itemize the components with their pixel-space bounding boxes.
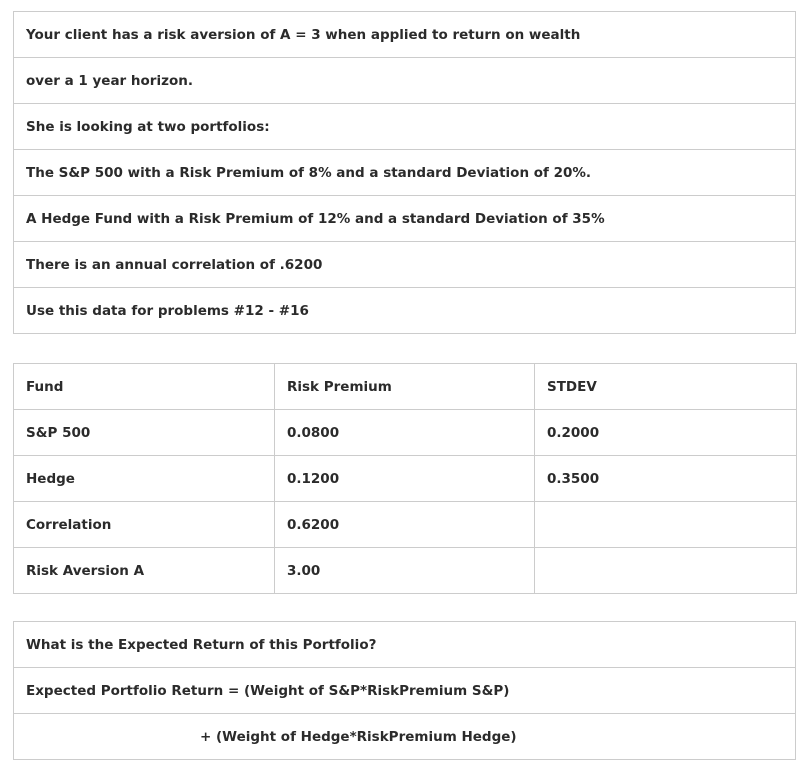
question-title: What is the Expected Return of this Portfolio? — [14, 622, 796, 668]
intro-line: She is looking at two portfolios: — [14, 104, 796, 150]
table-row — [14, 410, 797, 456]
fund-cell: Hedge — [14, 456, 275, 502]
stdev-cell — [535, 548, 797, 594]
formula-line: + (Weight of Hedge*RiskPremium Hedge) — [14, 714, 796, 760]
question-table — [13, 621, 796, 760]
table-row — [14, 196, 796, 242]
risk-premium-cell: 0.6200 — [275, 502, 535, 548]
table-row — [14, 456, 797, 502]
intro-line: The S&P 500 with a Risk Premium of 8% and a standard Deviation of 20%. — [14, 150, 796, 196]
risk-premium-cell: 0.1200 — [275, 456, 535, 502]
formula-line: Expected Portfolio Return = (Weight of S&P*RiskPremium S&P) — [14, 668, 796, 714]
intro-line: There is an annual correlation of .6200 — [14, 242, 796, 288]
table-row — [14, 242, 796, 288]
table-row — [14, 58, 796, 104]
table-row — [14, 668, 796, 714]
fund-cell: Risk Aversion A — [14, 548, 275, 594]
column-header-fund: Fund — [14, 364, 275, 410]
risk-premium-cell: 3.00 — [275, 548, 535, 594]
fund-cell: Correlation — [14, 502, 275, 548]
fund-data-table — [13, 363, 797, 594]
table-row — [14, 714, 796, 760]
intro-line: A Hedge Fund with a Risk Premium of 12% and a standard Deviation of 35% — [14, 196, 796, 242]
stdev-cell: 0.3500 — [535, 456, 797, 502]
table-row — [14, 502, 797, 548]
table-row — [14, 288, 796, 334]
intro-line: Use this data for problems #12 - #16 — [14, 288, 796, 334]
intro-table — [13, 11, 796, 334]
stdev-cell — [535, 502, 797, 548]
table-row — [14, 622, 796, 668]
table-row — [14, 12, 796, 58]
table-row — [14, 548, 797, 594]
intro-line: over a 1 year horizon. — [14, 58, 796, 104]
risk-premium-cell: 0.0800 — [275, 410, 535, 456]
intro-line: Your client has a risk aversion of A = 3 when applied to return on wealth — [14, 12, 796, 58]
table-row — [14, 150, 796, 196]
column-header-stdev: STDEV — [535, 364, 797, 410]
fund-cell: S&P 500 — [14, 410, 275, 456]
column-header-risk-premium: Risk Premium — [275, 364, 535, 410]
table-row — [14, 104, 796, 150]
stdev-cell: 0.2000 — [535, 410, 797, 456]
table-header-row — [14, 364, 797, 410]
